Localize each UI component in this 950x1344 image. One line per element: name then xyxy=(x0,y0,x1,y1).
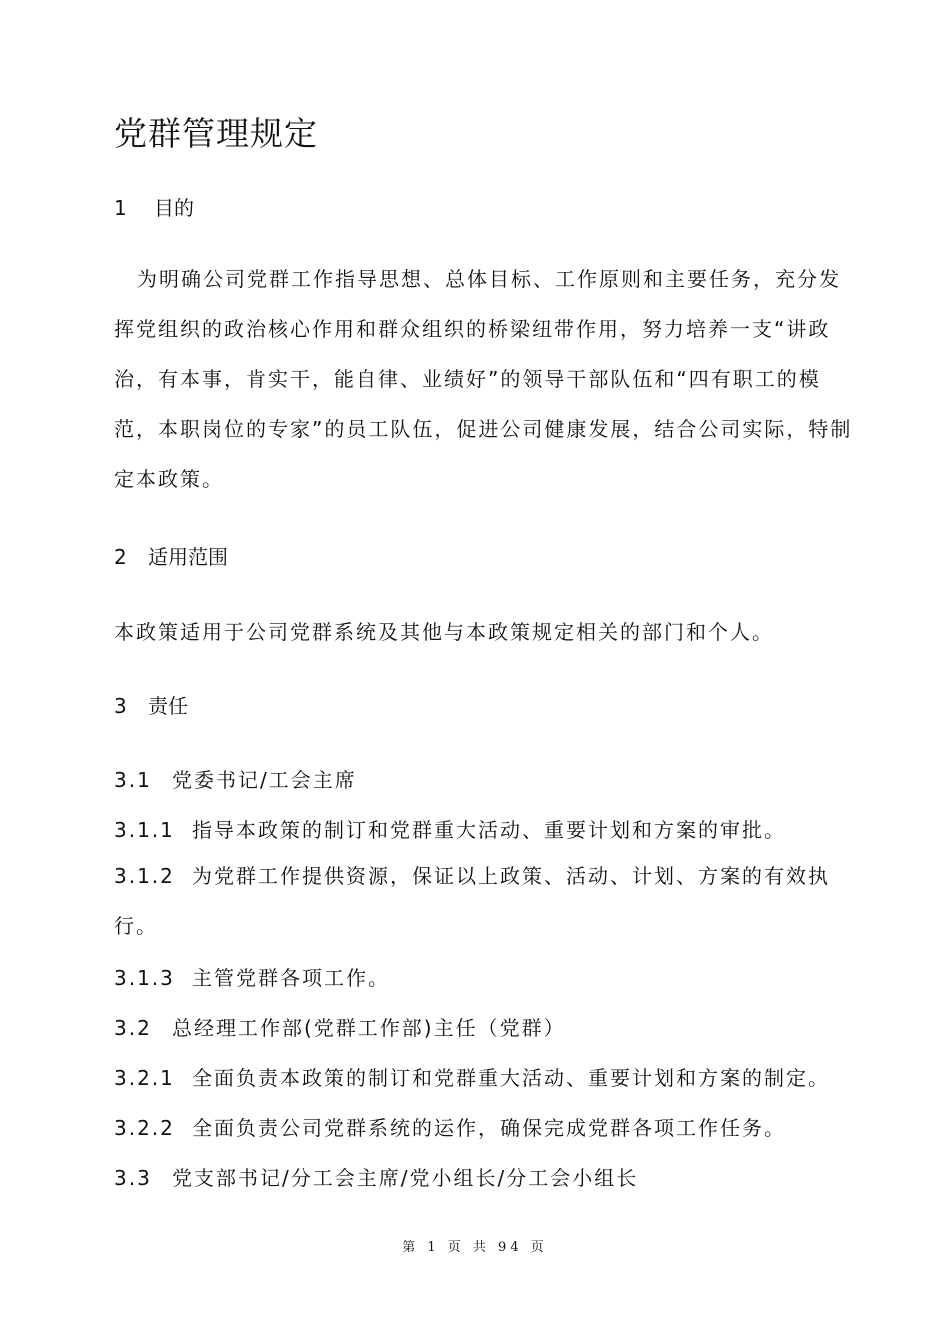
section-3-heading xyxy=(114,690,188,719)
clause-3-1-2 xyxy=(114,851,864,951)
clause-text: 全面负责本政策的制订和党群重大活动、重要计划和方案的制定。 xyxy=(192,1066,830,1090)
section-2-title: 适用范围 xyxy=(148,545,228,569)
clause-text: 主管党群各项工作。 xyxy=(192,966,390,990)
clause-3-2-2 xyxy=(114,1112,786,1141)
clause-number: 3.1 xyxy=(114,768,152,792)
section-1-number: 1 xyxy=(114,196,127,220)
section-2-paragraph: 本政策适用于公司党群系统及其他与本政策规定相关的部门和个人。 xyxy=(114,620,774,644)
clause-number: 3.1.1 xyxy=(114,818,175,842)
section-3-number: 3 xyxy=(114,694,127,718)
clause-number: 3.1.2 xyxy=(114,864,175,888)
clause-3-1 xyxy=(114,764,357,793)
clause-3-3 xyxy=(114,1162,638,1191)
section-1-title: 目的 xyxy=(154,196,194,220)
section-2-number: 2 xyxy=(114,545,127,569)
section-1-heading xyxy=(114,192,194,221)
clause-number: 3.2.2 xyxy=(114,1116,175,1140)
section-2-heading xyxy=(114,541,228,570)
clause-number: 3.2 xyxy=(114,1016,152,1040)
clause-number: 3.3 xyxy=(114,1166,152,1190)
section-3-title: 责任 xyxy=(148,694,188,718)
clause-text: 为党群工作提供资源，保证以上政策、活动、计划、方案的有效执行。 xyxy=(114,864,830,938)
clause-number: 3.1.3 xyxy=(114,966,175,990)
clause-text: 指导本政策的制订和党群重大活动、重要计划和方案的审批。 xyxy=(192,818,786,842)
clause-3-2 xyxy=(114,1012,566,1041)
clause-text: 党支部书记/分工会主席/党小组长/分工会小组长 xyxy=(172,1166,639,1190)
section-1-paragraph: 为明确公司党群工作指导思想、总体目标、工作原则和主要任务，充分发挥党组织的政治核心作用和群众组织的桥梁纽带作用，努力培养一支“讲政治，有本事，肯实干，能自律、业绩好”的领导干部队伍和“四有职工的模范，本职岗位的专家”的员工队伍，促进公司健康发展，结合公司实际，特制定本政策。 xyxy=(114,267,853,491)
clause-text: 总经理工作部(党群工作部)主任（党群） xyxy=(172,1016,566,1040)
clause-3-1-3 xyxy=(114,962,390,991)
clause-number: 3.2.1 xyxy=(114,1066,175,1090)
clause-3-1-1 xyxy=(114,814,786,843)
clause-3-2-1 xyxy=(114,1062,830,1091)
clause-text: 党委书记/工会主席 xyxy=(172,768,357,792)
document-title: 党群管理规定 xyxy=(114,114,318,153)
clause-text: 全面负责公司党群系统的运作，确保完成党群各项工作任务。 xyxy=(192,1116,786,1140)
page-footer: 第 1 页 共 94 页 xyxy=(402,1240,548,1255)
